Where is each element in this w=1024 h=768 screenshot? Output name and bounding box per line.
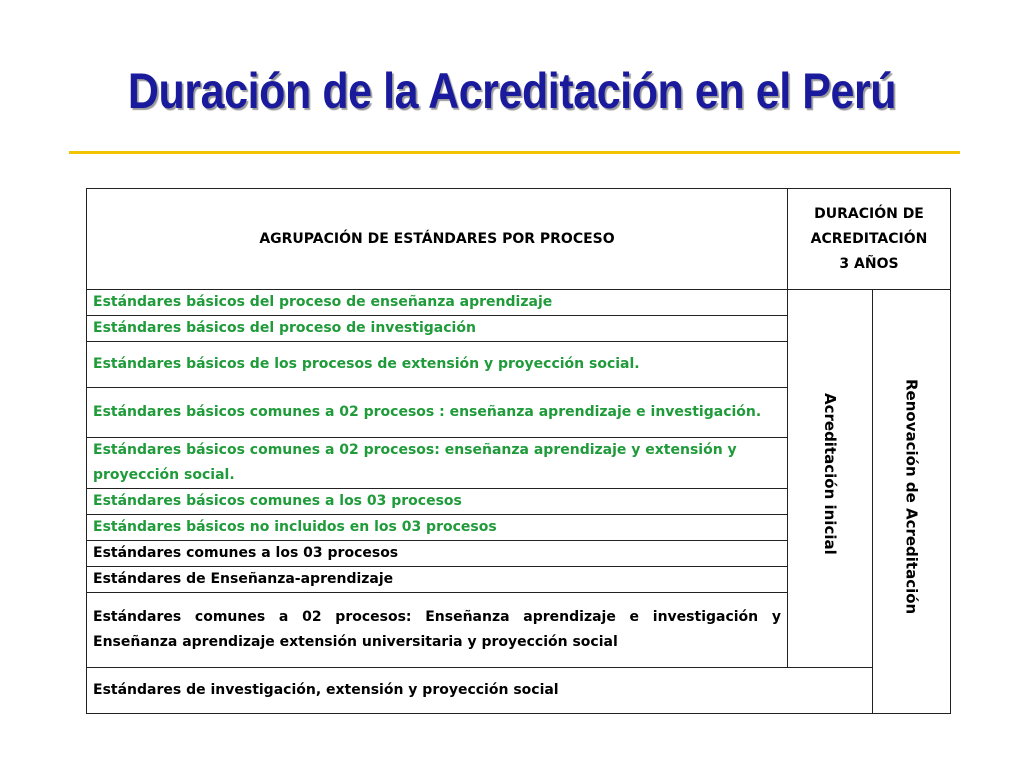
table-row: Estándares básicos comunes a 02 procesos : enseñanza aprendizaje e investigación. [87, 388, 788, 438]
table-row: Estándares básicos de los procesos de extensión y proyección social. [87, 342, 788, 388]
initial-accreditation-cell [788, 290, 873, 668]
table-row: Estándares básicos comunes a los 03 procesos [87, 489, 788, 515]
table-row: Estándares comunes a 02 procesos: Enseñanza aprendizaje e investigación y Enseñanza aprendizaje extensión universitaria y proyección social [87, 593, 788, 668]
slide-title: Duración de la Acreditación en el Perú [127, 63, 897, 119]
renewal-accreditation-cell [873, 290, 951, 714]
accreditation-table [86, 188, 951, 714]
header-duration-line-3: 3 AÑOS [839, 255, 899, 272]
header-duration-line-1: DURACIÓN DE [814, 205, 924, 222]
title-divider [69, 151, 960, 154]
header-duration-line-2: ACREDITACIÓN [810, 230, 928, 247]
header-duration [788, 189, 951, 290]
initial-accreditation-label: Acreditación inicial [821, 393, 839, 555]
table-row: Estándares básicos del proceso de enseñanza aprendizaje [87, 290, 788, 316]
renewal-accreditation-label: Renovación de Acreditación [902, 379, 921, 615]
table-row: Estándares básicos del proceso de investigación [87, 316, 788, 342]
table-row: Estándares de Enseñanza-aprendizaje [87, 567, 788, 593]
table-row: Estándares comunes a los 03 procesos [87, 541, 788, 567]
header-standards-grouping: AGRUPACIÓN DE ESTÁNDARES POR PROCESO [87, 189, 788, 290]
table-row: Estándares de investigación, extensión y proyección social [87, 668, 873, 714]
table-row: Estándares básicos comunes a 02 procesos: enseñanza aprendizaje y extensión y proyección social. [87, 438, 788, 489]
table-row: Estándares básicos no incluidos en los 03 procesos [87, 515, 788, 541]
